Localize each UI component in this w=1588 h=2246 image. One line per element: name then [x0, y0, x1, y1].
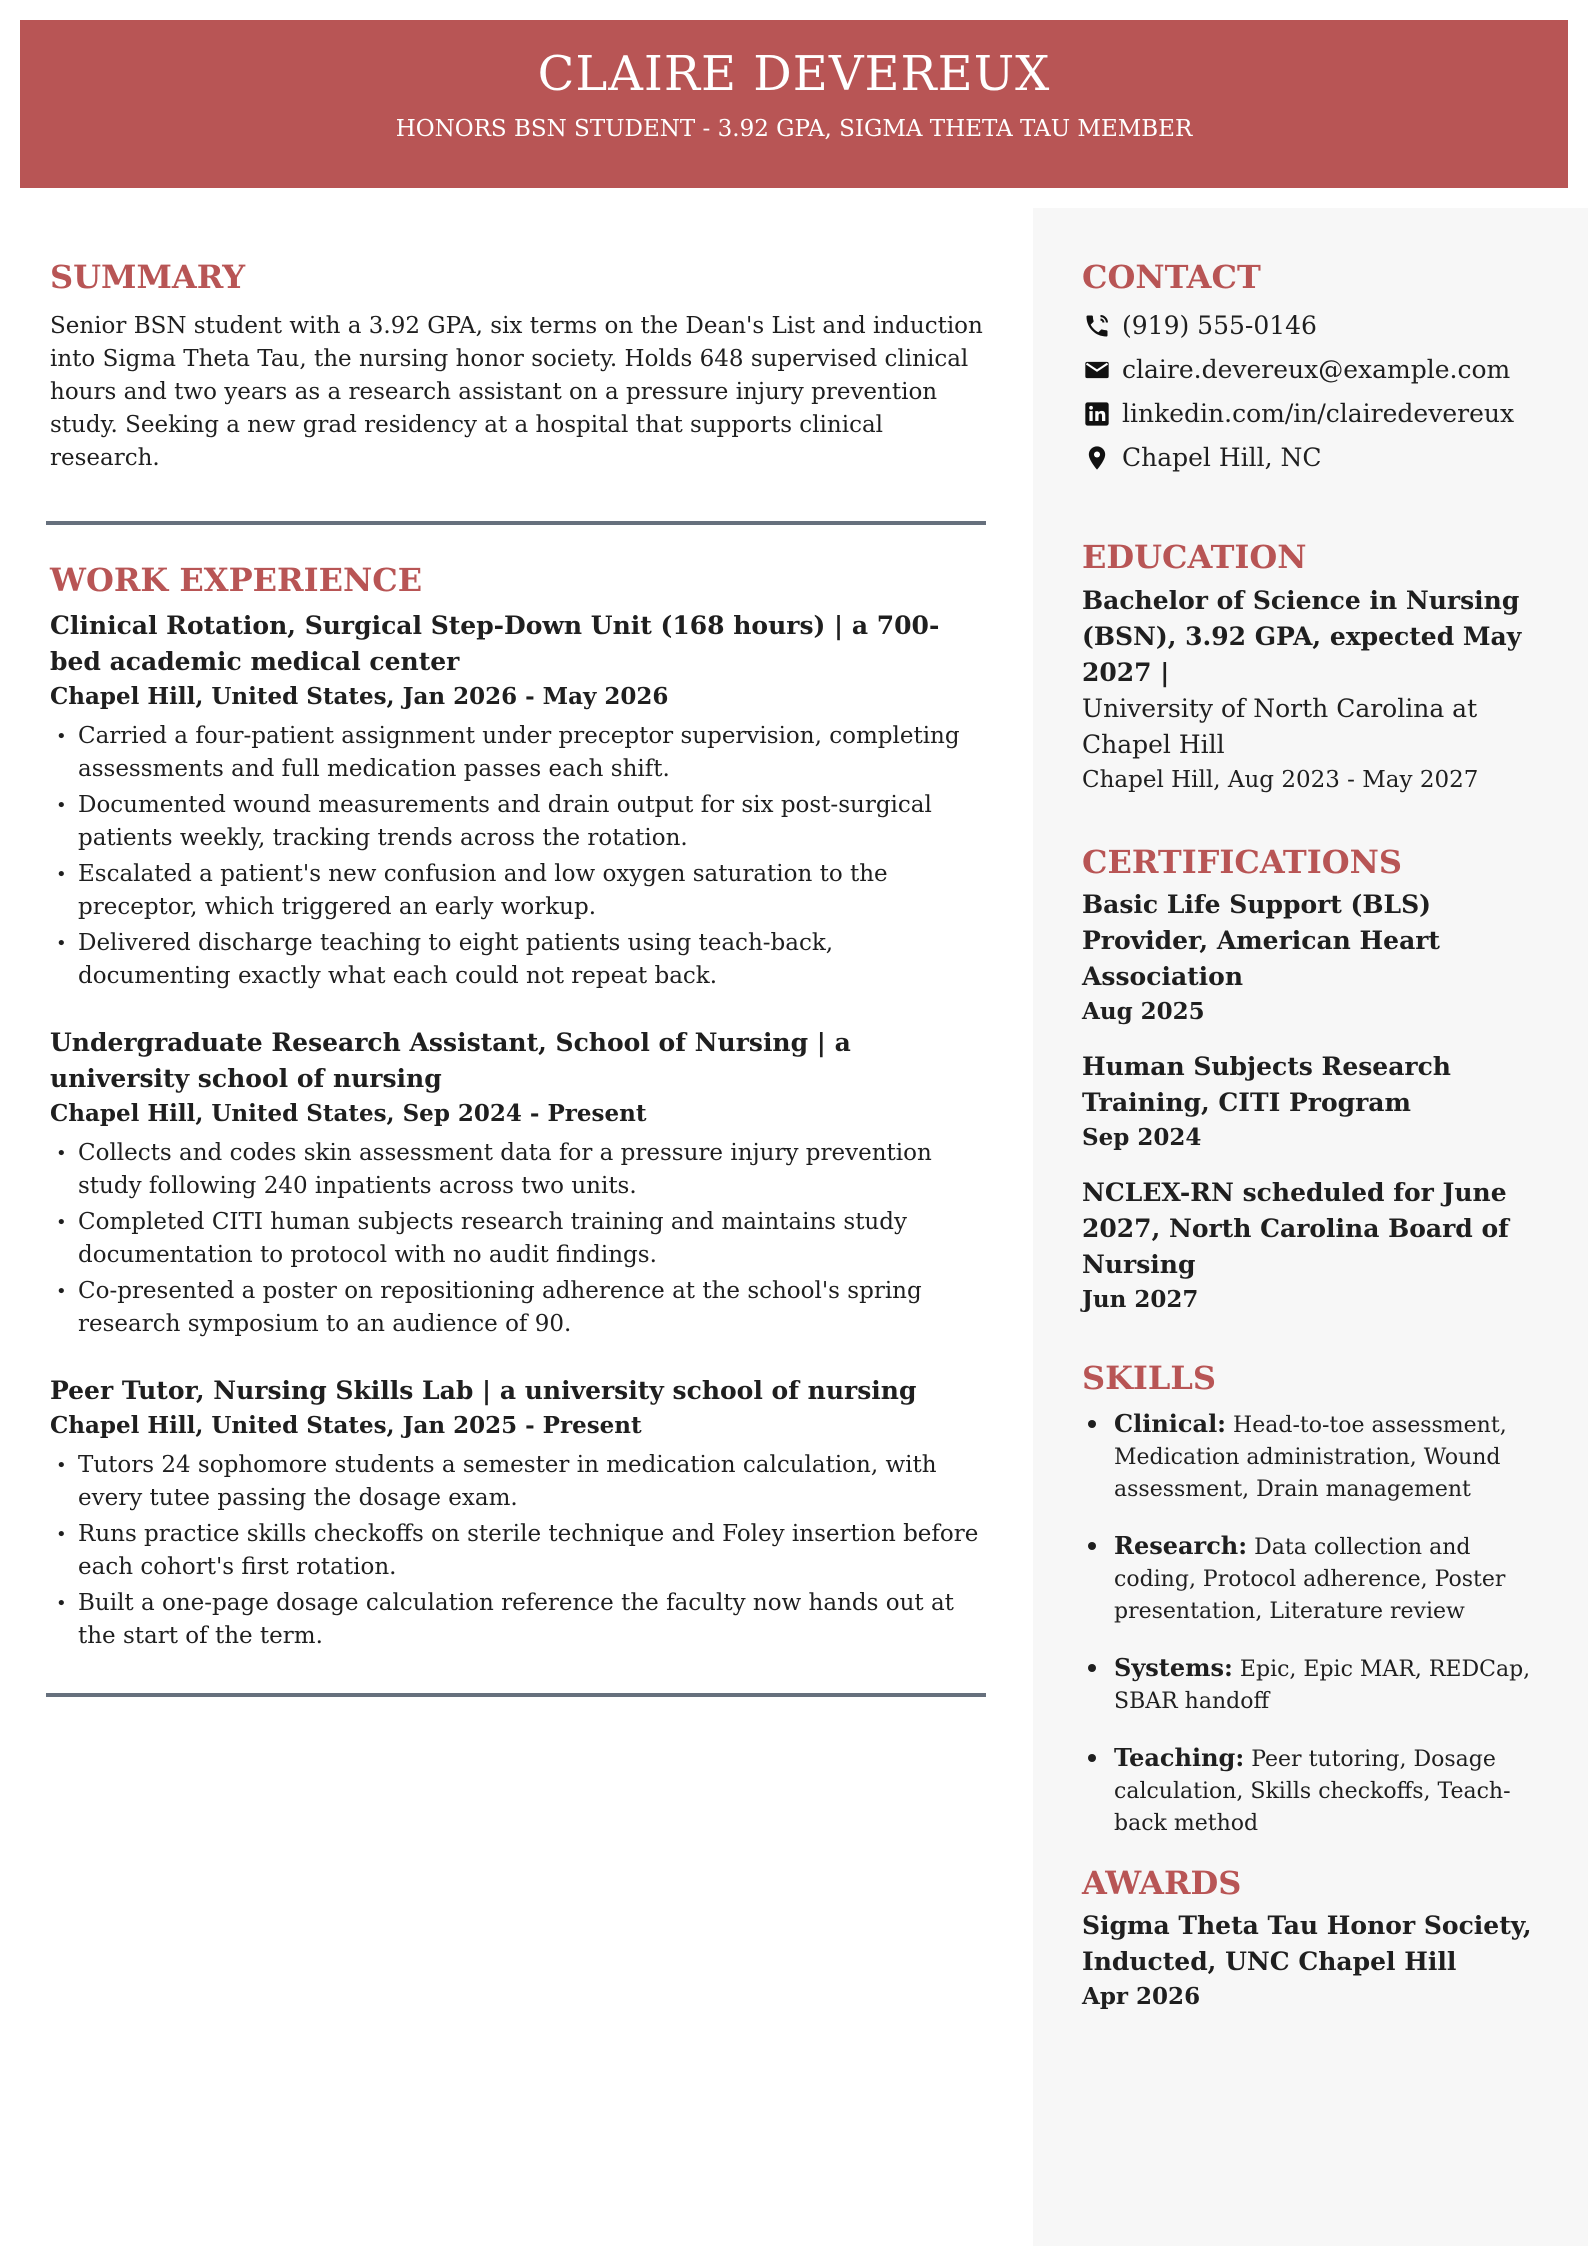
job-bullet: • Tutors 24 sophomore students a semester in medication calculation, with every tutee passing the dosage exam. — [50, 1449, 986, 1515]
job-bullets — [50, 1137, 986, 1341]
location-pin-icon — [1082, 443, 1112, 473]
institution: University of North Carolina at Chapel Hill — [1082, 693, 1478, 759]
job-entry — [50, 1025, 986, 1341]
job-bullet: • Co-presented a poster on repositioning adherence at the school's spring research symposium to an audience of 90. — [50, 1275, 986, 1341]
education-section — [1082, 538, 1544, 796]
job-bullet: • Completed CITI human subjects research training and maintains study documentation to protocol with no audit findings. — [50, 1206, 986, 1272]
skill-label: Systems: — [1114, 1652, 1233, 1682]
skill-label: Clinical: — [1114, 1408, 1227, 1438]
job-title: Clinical Rotation, Surgical Step-Down Unit (168 hours) | a 700-bed academic medical center — [50, 610, 940, 676]
sidebar-column — [1082, 258, 1544, 2014]
job-bullet: • Built a one-page dosage calculation reference the faculty now hands out at the start of the term. — [50, 1587, 986, 1653]
job-entry — [50, 608, 986, 993]
experience-title: WORK EXPERIENCE — [50, 561, 423, 600]
candidate-tagline: HONORS BSN STUDENT - 3.92 GPA, SIGMA THETA TAU MEMBER — [395, 116, 1193, 142]
header-banner — [20, 20, 1568, 188]
job-meta: Chapel Hill, United States, Jan 2025 - Present — [50, 1411, 642, 1439]
skill-label: Research: — [1114, 1530, 1248, 1560]
candidate-name: CLAIRE DEVEREUX — [537, 46, 1051, 102]
contact-title: CONTACT — [1082, 258, 1261, 296]
skills-title: SKILLS — [1082, 1359, 1216, 1398]
phone-icon — [1082, 311, 1112, 341]
certifications-section — [1082, 843, 1544, 1317]
section-divider — [46, 1693, 986, 1697]
certification-title: Basic Life Support (BLS) Provider, American Heart Association — [1082, 890, 1440, 992]
certification-entry — [1082, 1049, 1544, 1155]
certification-title: NCLEX-RN scheduled for June 2027, North Carolina Board of Nursing — [1082, 1178, 1509, 1280]
linkedin-url: linkedin.com/in/clairedevereux — [1122, 399, 1515, 429]
skill-text: Head-to-toe assessment, Medication administration, Wound assessment, Drain management — [1114, 1412, 1507, 1502]
education-title: EDUCATION — [1082, 538, 1307, 577]
job-bullet: • Documented wound measurements and drain output for six post-surgical patients weekly, tracking trends across the rotation. — [50, 789, 986, 855]
job-bullets — [50, 720, 986, 993]
skill-item — [1082, 1408, 1544, 1506]
phone-number: (919) 555-0146 — [1122, 311, 1317, 341]
awards-section — [1082, 1864, 1544, 2014]
certification-date: Aug 2025 — [1082, 998, 1205, 1026]
skill-text: Peer tutoring, Dosage calculation, Skills checkoffs, Teach-back method — [1114, 1746, 1511, 1836]
certification-date: Sep 2024 — [1082, 1124, 1202, 1152]
skills-section — [1082, 1359, 1544, 1839]
email-address: claire.devereux@example.com — [1122, 355, 1511, 385]
skills-list — [1082, 1408, 1544, 1840]
education-date: Chapel Hill, Aug 2023 - May 2027 — [1082, 766, 1479, 793]
summary-section — [50, 258, 986, 475]
job-bullet: • Delivered discharge teaching to eight patients using teach-back, documenting exactly what each could not repeat back. — [50, 927, 986, 993]
certification-entry — [1082, 1175, 1544, 1317]
job-meta: Chapel Hill, United States, Sep 2024 - Present — [50, 1099, 647, 1127]
location-text: Chapel Hill, NC — [1122, 443, 1322, 473]
job-bullet: • Escalated a patient's new confusion and low oxygen saturation to the preceptor, which triggered an early workup. — [50, 858, 986, 924]
section-divider — [46, 521, 986, 525]
job-title: Peer Tutor, Nursing Skills Lab | a university school of nursing — [50, 1375, 917, 1405]
job-title: Undergraduate Research Assistant, School of Nursing | a university school of nursing — [50, 1027, 851, 1093]
award-date: Apr 2026 — [1082, 1982, 1201, 2010]
skill-item — [1082, 1652, 1544, 1718]
certification-title: Human Subjects Research Training, CITI Program — [1082, 1052, 1451, 1118]
award-title: Sigma Theta Tau Honor Society, Inducted, UNC Chapel Hill — [1082, 1910, 1532, 1976]
email-icon — [1082, 355, 1112, 385]
job-bullet: • Runs practice skills checkoffs on sterile technique and Foley insertion before each cohort's first rotation. — [50, 1518, 986, 1584]
award-entry — [1082, 1908, 1544, 2014]
skill-text: Epic, Epic MAR, REDCap, SBAR handoff — [1114, 1656, 1531, 1714]
job-meta: Chapel Hill, United States, Jan 2026 - May 2026 — [50, 682, 669, 710]
contact-email[interactable] — [1082, 348, 1544, 392]
experience-section — [50, 561, 986, 1652]
contact-phone[interactable] — [1082, 304, 1544, 348]
linkedin-icon — [1082, 399, 1112, 429]
main-column — [50, 258, 986, 1697]
contact-location — [1082, 436, 1544, 480]
job-entry — [50, 1373, 986, 1653]
skill-text: Data collection and coding, Protocol adherence, Poster presentation, Literature review — [1114, 1534, 1506, 1624]
job-bullet: • Collects and codes skin assessment data for a pressure injury prevention study following 240 inpatients across two units. — [50, 1137, 986, 1203]
certifications-title: CERTIFICATIONS — [1082, 842, 1402, 881]
summary-title: SUMMARY — [50, 258, 246, 296]
certification-date: Jun 2027 — [1082, 1286, 1199, 1314]
summary-text: Senior BSN student with a 3.92 GPA, six terms on the Dean's List and induction into Sigma Theta Tau, the nursing honor society. Holds 648 supervised clinical hours and two years as a research assistant on a pressure injury prevention study. Seeking a new grad residency at a hospital that supports clinical research. — [50, 313, 983, 472]
skill-item — [1082, 1530, 1544, 1628]
awards-title: AWARDS — [1082, 1863, 1242, 1902]
contact-section — [1082, 258, 1544, 480]
job-bullet: • Carried a four-patient assignment under preceptor supervision, completing assessments and full medication passes each shift. — [50, 720, 986, 786]
contact-linkedin[interactable] — [1082, 392, 1544, 436]
skill-item — [1082, 1742, 1544, 1840]
degree: Bachelor of Science in Nursing (BSN), 3.92 GPA, expected May 2027 | — [1082, 585, 1522, 687]
certification-entry — [1082, 887, 1544, 1029]
job-bullets — [50, 1449, 986, 1653]
skill-label: Teaching: — [1114, 1742, 1245, 1772]
